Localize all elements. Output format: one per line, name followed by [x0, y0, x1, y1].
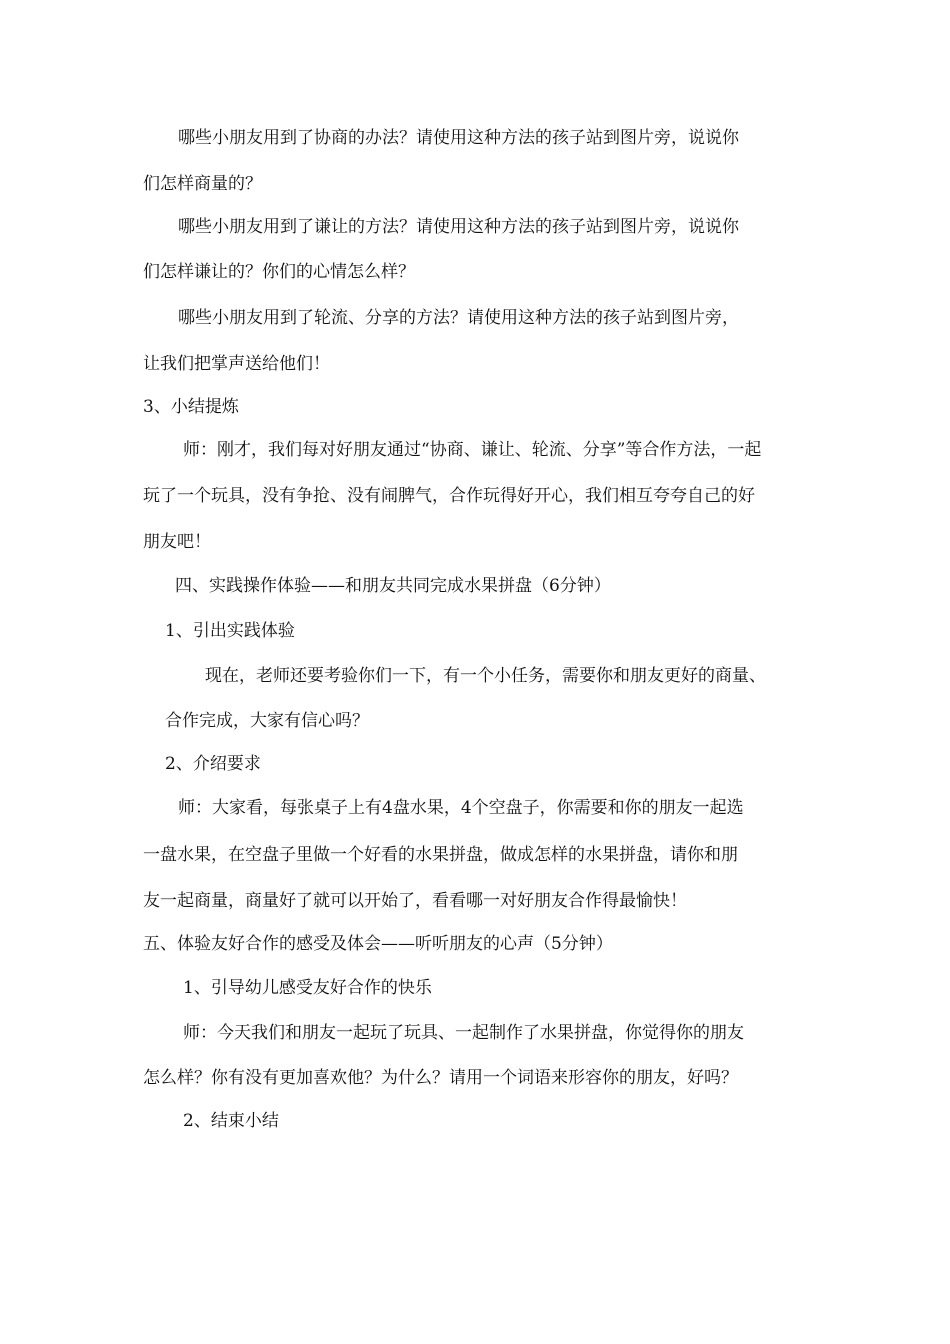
paragraph-line: 哪些小朋友用到了协商的办法？请使用这种方法的孩子站到图片旁，说说你 [178, 128, 739, 148]
paragraph-line: 们怎样谦让的？你们的心情怎么样？ [143, 262, 415, 282]
paragraph-line: 哪些小朋友用到了谦让的方法？请使用这种方法的孩子站到图片旁，说说你 [178, 217, 739, 237]
paragraph-line: 师：大家看，每张桌子上有4盘水果，4个空盘子，你需要和你的朋友一起选 [178, 798, 744, 818]
paragraph-line: 哪些小朋友用到了轮流、分享的方法？请使用这种方法的孩子站到图片旁， [178, 308, 739, 328]
paragraph-line: 朋友吧！ [143, 532, 211, 552]
paragraph-line: 友一起商量，商量好了就可以开始了，看看哪一对好朋友合作得最愉快！ [143, 891, 687, 911]
paragraph-line: 让我们把掌声送给他们！ [143, 354, 330, 374]
paragraph-line: 一盘水果，在空盘子里做一个好看的水果拼盘，做成怎样的水果拼盘，请你和朋 [143, 845, 738, 865]
section-heading: 1、引出实践体验 [165, 621, 295, 641]
section-heading: 2、介绍要求 [165, 754, 261, 774]
paragraph-line: 合作完成，大家有信心吗？ [165, 711, 369, 731]
section-heading: 2、结束小结 [183, 1111, 279, 1131]
section-heading: 1、引导幼儿感受友好合作的快乐 [183, 978, 432, 998]
paragraph-line: 玩了一个玩具，没有争抢、没有闹脾气，合作玩得好开心，我们相互夸夸自己的好 [143, 486, 755, 506]
paragraph-line: 师：刚才，我们每对好朋友通过“协商、谦让、轮流、分享”等合作方法，一起 [183, 440, 762, 460]
paragraph-line: 怎么样？你有没有更加喜欢他？为什么？请用一个词语来形容你的朋友，好吗？ [143, 1068, 738, 1088]
section-heading: 3、小结提炼 [143, 397, 239, 417]
paragraph-line: 现在，老师还要考验你们一下，有一个小任务，需要你和朋友更好的商量、 [205, 666, 766, 686]
paragraph-line: 们怎样商量的？ [143, 174, 262, 194]
section-heading: 五、体验友好合作的感受及体会——听听朋友的心声（5分钟） [143, 934, 613, 954]
section-heading: 四、实践操作体验——和朋友共同完成水果拼盘（6分钟） [175, 576, 611, 596]
paragraph-line: 师：今天我们和朋友一起玩了玩具、一起制作了水果拼盘，你觉得你的朋友 [183, 1023, 744, 1043]
